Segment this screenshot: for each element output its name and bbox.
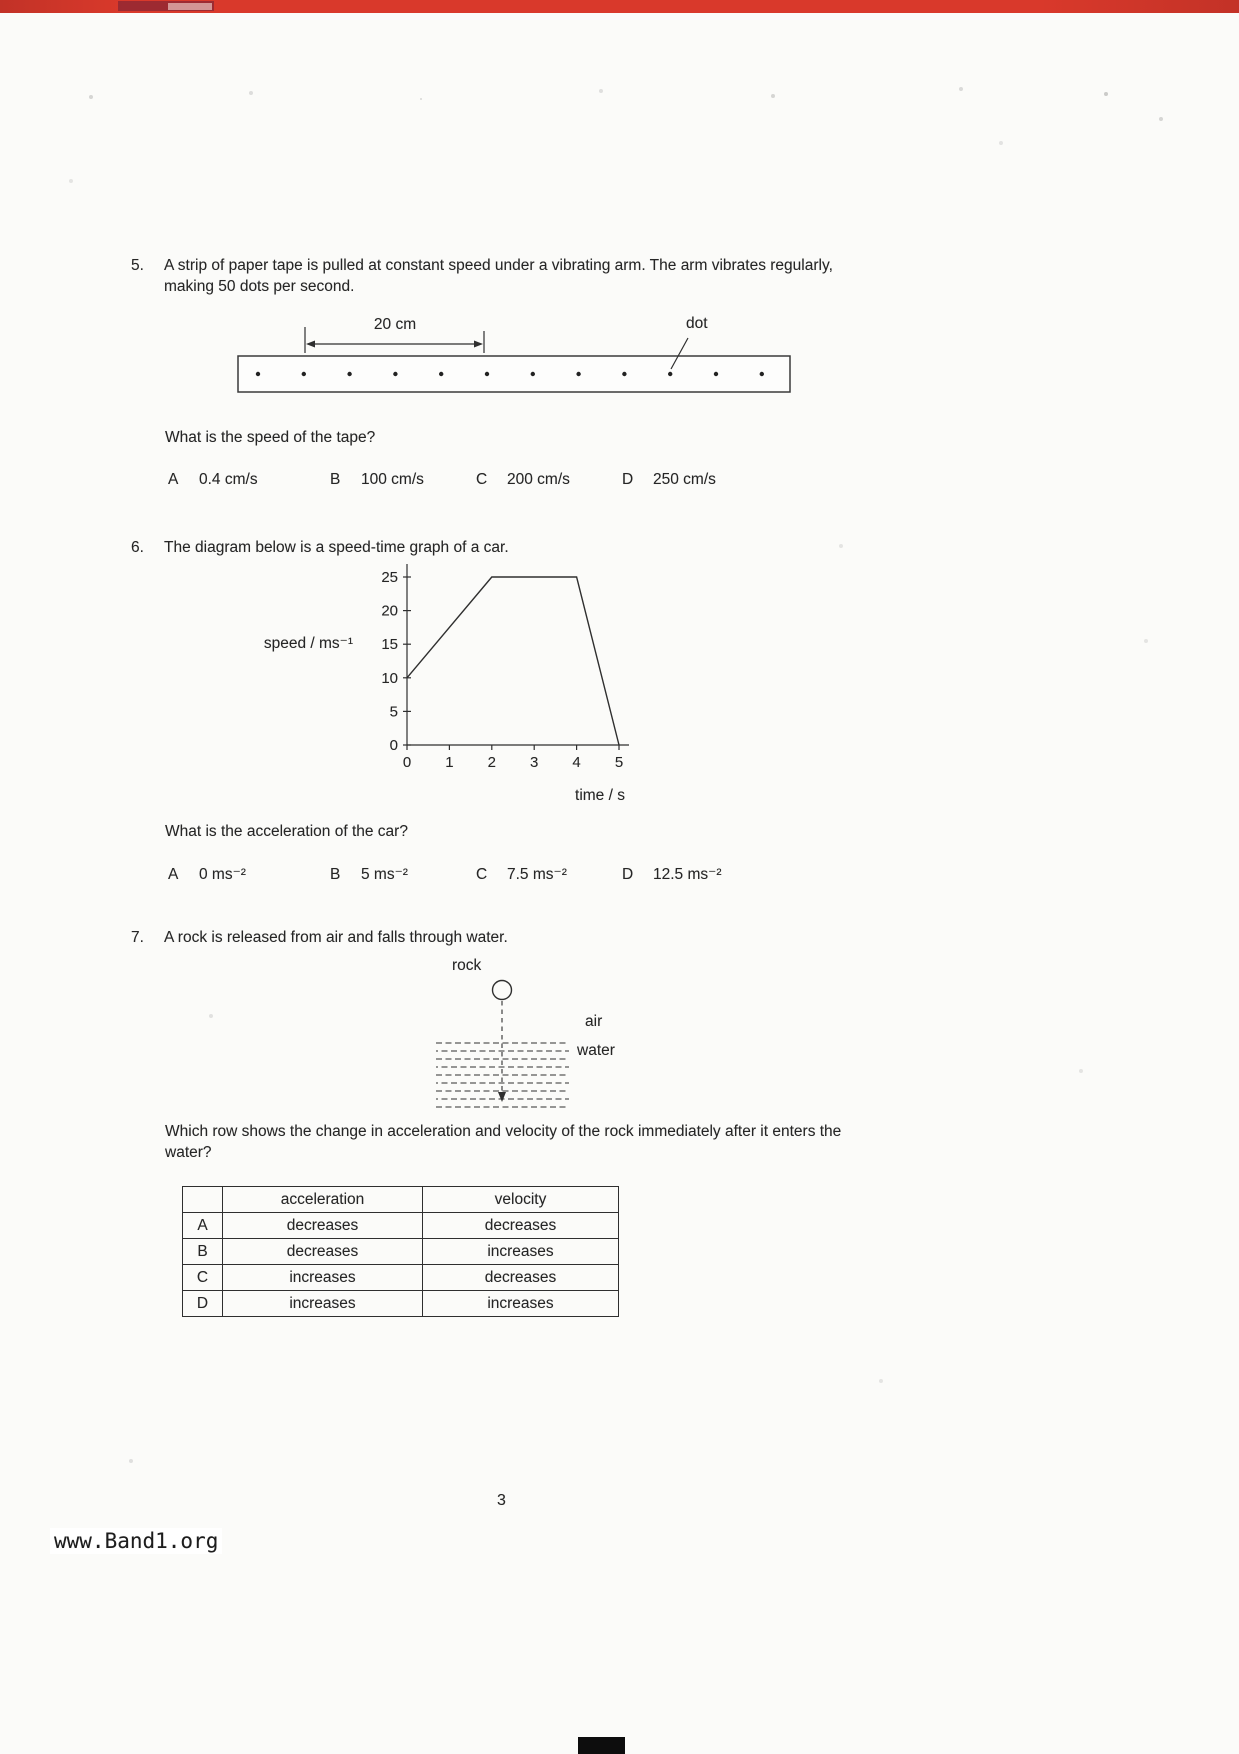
svg-text:3: 3 <box>530 754 539 771</box>
svg-text:15: 15 <box>381 636 398 654</box>
table-row <box>183 1265 619 1291</box>
q5-option-a <box>168 471 258 489</box>
row-letter: C <box>183 1265 223 1291</box>
row-letter: B <box>183 1239 223 1265</box>
q6-option-d <box>622 865 721 884</box>
scan-speckles <box>0 0 2 2</box>
rock-water-diagram <box>428 952 643 1124</box>
option-letter: B <box>330 866 341 883</box>
cell-velocity: decreases <box>423 1265 619 1291</box>
option-text: 0.4 cm/s <box>199 471 258 488</box>
option-text: 100 cm/s <box>361 471 424 488</box>
question-6-number: 6. <box>131 539 144 556</box>
tape-diagram <box>230 315 800 400</box>
header-blank <box>183 1187 223 1213</box>
cell-acceleration: increases <box>223 1265 423 1291</box>
graph-x-axis-label: time / s <box>575 787 625 804</box>
question-7-number: 7. <box>131 929 144 946</box>
question-5-number: 5. <box>131 257 144 274</box>
svg-text:10: 10 <box>381 669 398 687</box>
row-letter: D <box>183 1291 223 1317</box>
table-row <box>183 1291 619 1317</box>
q5-option-b <box>330 471 424 489</box>
table-header-row <box>183 1187 619 1213</box>
scan-artifact-red-bar <box>0 0 1239 13</box>
table-row <box>183 1213 619 1239</box>
question-5 <box>131 255 879 297</box>
footer-website: www.Band1.org <box>50 1528 222 1554</box>
option-letter: A <box>168 471 179 488</box>
svg-text:0: 0 <box>389 737 398 754</box>
svg-text:0: 0 <box>402 754 412 771</box>
cell-velocity: increases <box>423 1291 619 1317</box>
svg-text:1: 1 <box>445 754 454 771</box>
option-letter: B <box>330 471 341 488</box>
cell-velocity: increases <box>423 1239 619 1265</box>
question-5-prompt: What is the speed of the tape? <box>165 429 376 446</box>
svg-text:4: 4 <box>572 754 581 771</box>
option-letter: C <box>476 471 488 488</box>
svg-text:5: 5 <box>389 703 398 721</box>
rock-label: rock <box>452 957 482 974</box>
question-5-options <box>0 471 1239 493</box>
air-label: air <box>585 1013 603 1030</box>
question-7 <box>131 927 879 948</box>
speed-time-graph <box>368 556 648 788</box>
scan-artifact-black-mark <box>578 1737 625 1754</box>
option-text: 200 cm/s <box>507 471 570 488</box>
cell-acceleration: increases <box>223 1291 423 1317</box>
header-velocity: velocity <box>423 1187 619 1213</box>
question-6-stem: The diagram below is a speed-time graph of a car. <box>164 539 509 556</box>
question-6-prompt: What is the acceleration of the car? <box>165 823 408 840</box>
option-text: 0 ms⁻² <box>199 866 246 883</box>
svg-text:2: 2 <box>487 754 496 771</box>
question-6 <box>131 537 879 558</box>
table-row <box>183 1239 619 1265</box>
question-5-stem: A strip of paper tape is pulled at constant speed under a vibrating arm. The arm vibrates regularly, making 50 dots per second. <box>164 257 833 295</box>
question-7-prompt: Which row shows the change in acceleration and velocity of the rock immediately after it enters the water? <box>165 1123 842 1161</box>
cell-acceleration: decreases <box>223 1239 423 1265</box>
question-7-stem: A rock is released from air and falls through water. <box>164 929 508 946</box>
fall-arrowhead <box>498 1092 506 1102</box>
graph-y-axis-label: speed / ms⁻¹ <box>263 635 353 652</box>
page-number: 3 <box>497 1492 506 1509</box>
option-text: 5 ms⁻² <box>361 866 408 883</box>
question-6-options <box>0 865 1239 887</box>
tape-dot-label: dot <box>686 315 708 332</box>
option-letter: A <box>168 866 179 883</box>
cell-velocity: decreases <box>423 1213 619 1239</box>
header-acceleration: acceleration <box>223 1187 423 1213</box>
rock-circle <box>493 981 512 1000</box>
row-letter: A <box>183 1213 223 1239</box>
option-text: 7.5 ms⁻² <box>507 866 567 883</box>
svg-text:25: 25 <box>381 569 398 586</box>
option-text: 12.5 ms⁻² <box>653 866 722 883</box>
option-letter: D <box>622 866 634 883</box>
option-letter: C <box>476 866 488 883</box>
option-letter: D <box>622 471 634 488</box>
svg-text:20: 20 <box>381 602 398 620</box>
svg-text:5: 5 <box>614 754 624 771</box>
q5-option-c <box>476 471 570 489</box>
q6-option-a <box>168 865 246 884</box>
option-text: 250 cm/s <box>653 471 716 488</box>
q6-option-c <box>476 865 567 884</box>
cell-acceleration: decreases <box>223 1213 423 1239</box>
water-label: water <box>577 1042 615 1059</box>
q7-answer-table <box>182 1186 619 1317</box>
q5-option-d <box>622 471 716 489</box>
tape-span-label: 20 cm <box>373 316 417 333</box>
q6-option-b <box>330 865 408 884</box>
scan-artifact-light-patch <box>168 3 212 10</box>
